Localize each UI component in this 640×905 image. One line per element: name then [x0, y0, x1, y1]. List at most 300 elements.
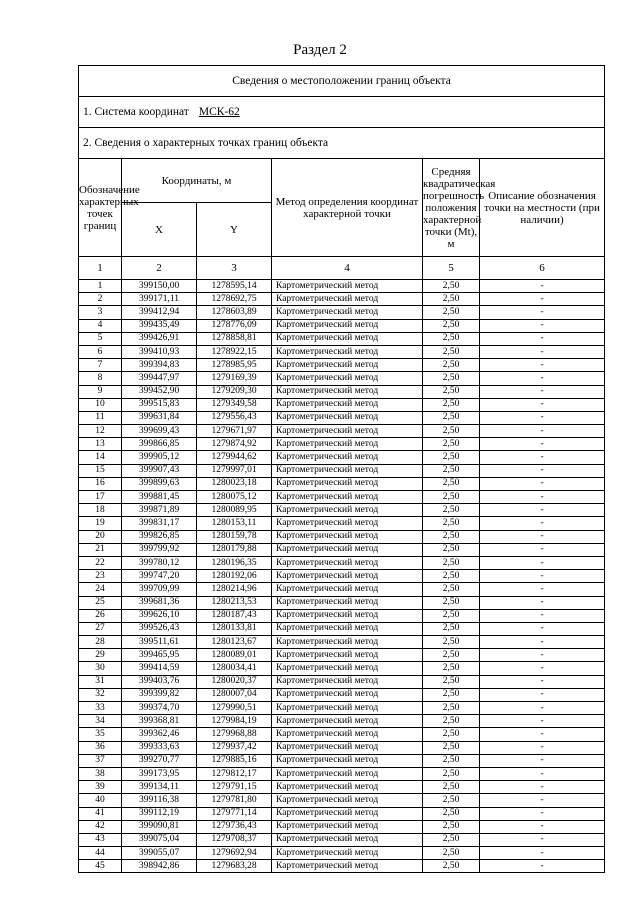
y-coordinate-cell: 1280034,41	[197, 662, 272, 675]
x-coordinate-cell: 399075,04	[122, 833, 197, 846]
accuracy-cell: 2,50	[423, 411, 480, 424]
x-coordinate-cell: 399055,07	[122, 847, 197, 860]
x-coordinate-cell: 399270,77	[122, 754, 197, 767]
point-number-cell: 13	[79, 438, 122, 451]
point-number-cell: 28	[79, 636, 122, 649]
accuracy-cell: 2,50	[423, 807, 480, 820]
point-number-cell: 2	[79, 293, 122, 306]
point-number-cell: 18	[79, 504, 122, 517]
x-coordinate-cell: 399374,70	[122, 702, 197, 715]
method-cell: Картометрический метод	[272, 504, 423, 517]
description-cell: -	[480, 636, 605, 649]
table-row	[79, 596, 605, 609]
point-number-cell: 21	[79, 543, 122, 556]
method-cell: Картометрический метод	[272, 728, 423, 741]
column-numbers-row	[79, 257, 605, 280]
point-number-cell: 6	[79, 345, 122, 358]
point-number-cell: 1	[79, 280, 122, 293]
column-number: 6	[480, 257, 605, 280]
description-cell: -	[480, 477, 605, 490]
accuracy-cell: 2,50	[423, 767, 480, 780]
point-number-cell: 3	[79, 306, 122, 319]
method-cell: Картометрический метод	[272, 833, 423, 846]
coord-system-row	[79, 97, 605, 128]
description-cell: -	[480, 332, 605, 345]
description-cell: -	[480, 754, 605, 767]
accuracy-cell: 2,50	[423, 609, 480, 622]
x-coordinate-cell: 399435,49	[122, 319, 197, 332]
accuracy-cell: 2,50	[423, 570, 480, 583]
y-coordinate-cell: 1278603,89	[197, 306, 272, 319]
x-coordinate-cell: 399116,38	[122, 794, 197, 807]
x-coordinate-cell: 399112,19	[122, 807, 197, 820]
accuracy-cell: 2,50	[423, 345, 480, 358]
table-row	[79, 622, 605, 635]
x-coordinate-cell: 399681,36	[122, 596, 197, 609]
table-row	[79, 425, 605, 438]
table-row	[79, 372, 605, 385]
y-coordinate-cell: 1279874,92	[197, 438, 272, 451]
y-coordinate-cell: 1279885,16	[197, 754, 272, 767]
x-coordinate-cell: 399907,43	[122, 464, 197, 477]
y-coordinate-cell: 1280196,35	[197, 556, 272, 569]
x-coordinate-cell: 399171,11	[122, 293, 197, 306]
description-cell: -	[480, 306, 605, 319]
method-cell: Картометрический метод	[272, 570, 423, 583]
accuracy-cell: 2,50	[423, 556, 480, 569]
header-description: Описание обозначения точки на местности (при наличии)	[480, 159, 605, 257]
point-number-cell: 35	[79, 728, 122, 741]
point-number-cell: 20	[79, 530, 122, 543]
description-cell: -	[480, 293, 605, 306]
description-cell: -	[480, 794, 605, 807]
y-coordinate-cell: 1280089,01	[197, 649, 272, 662]
table-row	[79, 702, 605, 715]
table-row	[79, 293, 605, 306]
point-number-cell: 45	[79, 860, 122, 873]
table-row	[79, 543, 605, 556]
method-cell: Картометрический метод	[272, 398, 423, 411]
table-row	[79, 517, 605, 530]
method-cell: Картометрический метод	[272, 820, 423, 833]
description-cell: -	[480, 781, 605, 794]
y-coordinate-cell: 1278595,14	[197, 280, 272, 293]
accuracy-cell: 2,50	[423, 438, 480, 451]
description-cell: -	[480, 359, 605, 372]
y-coordinate-cell: 1280187,43	[197, 609, 272, 622]
point-number-cell: 10	[79, 398, 122, 411]
table-row	[79, 556, 605, 569]
description-cell: -	[480, 833, 605, 846]
x-coordinate-cell: 399394,83	[122, 359, 197, 372]
x-coordinate-cell: 399881,45	[122, 491, 197, 504]
table-row	[79, 754, 605, 767]
table-row	[79, 847, 605, 860]
accuracy-cell: 2,50	[423, 820, 480, 833]
y-coordinate-cell: 1278858,81	[197, 332, 272, 345]
method-cell: Картометрический метод	[272, 411, 423, 424]
accuracy-cell: 2,50	[423, 754, 480, 767]
method-cell: Картометрический метод	[272, 794, 423, 807]
method-cell: Картометрический метод	[272, 491, 423, 504]
y-coordinate-cell: 1280020,37	[197, 675, 272, 688]
x-coordinate-cell: 399871,89	[122, 504, 197, 517]
method-cell: Картометрический метод	[272, 556, 423, 569]
table-row	[79, 860, 605, 873]
x-coordinate-cell: 399173,95	[122, 767, 197, 780]
table-row	[79, 688, 605, 701]
description-cell: -	[480, 728, 605, 741]
y-coordinate-cell: 1280075,12	[197, 491, 272, 504]
method-cell: Картометрический метод	[272, 754, 423, 767]
accuracy-cell: 2,50	[423, 622, 480, 635]
point-number-cell: 36	[79, 741, 122, 754]
y-coordinate-cell: 1280213,53	[197, 596, 272, 609]
accuracy-cell: 2,50	[423, 332, 480, 345]
x-coordinate-cell: 399799,92	[122, 543, 197, 556]
x-coordinate-cell: 399511,61	[122, 636, 197, 649]
point-number-cell: 4	[79, 319, 122, 332]
column-number: 2	[122, 257, 197, 280]
table-row	[79, 741, 605, 754]
header-y: Y	[197, 203, 272, 257]
x-coordinate-cell: 399699,43	[122, 425, 197, 438]
x-coordinate-cell: 399447,97	[122, 372, 197, 385]
description-cell: -	[480, 543, 605, 556]
x-coordinate-cell: 399414,59	[122, 662, 197, 675]
x-coordinate-cell: 399362,46	[122, 728, 197, 741]
point-number-cell: 27	[79, 622, 122, 635]
y-coordinate-cell: 1280123,67	[197, 636, 272, 649]
description-cell: -	[480, 570, 605, 583]
coord-system-value: МСК-62	[198, 106, 240, 118]
table-row	[79, 491, 605, 504]
point-number-cell: 31	[79, 675, 122, 688]
accuracy-cell: 2,50	[423, 649, 480, 662]
point-number-cell: 8	[79, 372, 122, 385]
accuracy-cell: 2,50	[423, 728, 480, 741]
point-number-cell: 15	[79, 464, 122, 477]
table-row	[79, 609, 605, 622]
x-coordinate-cell: 399403,76	[122, 675, 197, 688]
accuracy-cell: 2,50	[423, 425, 480, 438]
y-coordinate-cell: 1280023,18	[197, 477, 272, 490]
method-cell: Картометрический метод	[272, 477, 423, 490]
y-coordinate-cell: 1279708,37	[197, 833, 272, 846]
table-row	[79, 649, 605, 662]
table-row	[79, 398, 605, 411]
y-coordinate-cell: 1279984,19	[197, 715, 272, 728]
method-cell: Картометрический метод	[272, 425, 423, 438]
x-coordinate-cell: 399826,85	[122, 530, 197, 543]
header-row-1	[79, 159, 605, 203]
y-coordinate-cell: 1279692,94	[197, 847, 272, 860]
y-coordinate-cell: 1279671,97	[197, 425, 272, 438]
x-coordinate-cell: 399134,11	[122, 781, 197, 794]
accuracy-cell: 2,50	[423, 662, 480, 675]
x-coordinate-cell: 399831,17	[122, 517, 197, 530]
table-row	[79, 820, 605, 833]
description-cell: -	[480, 847, 605, 860]
table-row	[79, 464, 605, 477]
header-x: X	[122, 203, 197, 257]
method-cell: Картометрический метод	[272, 385, 423, 398]
description-cell: -	[480, 609, 605, 622]
y-coordinate-cell: 1279771,14	[197, 807, 272, 820]
description-cell: -	[480, 662, 605, 675]
description-cell: -	[480, 451, 605, 464]
table-row	[79, 794, 605, 807]
x-coordinate-cell: 399333,63	[122, 741, 197, 754]
table-row	[79, 477, 605, 490]
coord-system-cell	[79, 97, 605, 128]
description-cell: -	[480, 596, 605, 609]
method-cell: Картометрический метод	[272, 530, 423, 543]
accuracy-cell: 2,50	[423, 398, 480, 411]
point-number-cell: 32	[79, 688, 122, 701]
header-accuracy: Средняя квадратическая погрешность положения характерной точки (Mt), м	[423, 159, 480, 257]
method-cell: Картометрический метод	[272, 675, 423, 688]
point-number-cell: 29	[79, 649, 122, 662]
point-number-cell: 9	[79, 385, 122, 398]
x-coordinate-cell: 399515,83	[122, 398, 197, 411]
y-coordinate-cell: 1279781,80	[197, 794, 272, 807]
accuracy-cell: 2,50	[423, 741, 480, 754]
description-cell: -	[480, 319, 605, 332]
boundary-points-table	[78, 65, 605, 873]
method-cell: Картометрический метод	[272, 741, 423, 754]
y-coordinate-cell: 1280179,88	[197, 543, 272, 556]
table-row	[79, 332, 605, 345]
point-number-cell: 23	[79, 570, 122, 583]
y-coordinate-cell: 1279990,51	[197, 702, 272, 715]
table-row	[79, 662, 605, 675]
point-number-cell: 39	[79, 781, 122, 794]
y-coordinate-cell: 1279556,43	[197, 411, 272, 424]
description-cell: -	[480, 491, 605, 504]
table-row	[79, 781, 605, 794]
table-title-row	[79, 66, 605, 97]
accuracy-cell: 2,50	[423, 833, 480, 846]
table-row	[79, 438, 605, 451]
description-cell: -	[480, 622, 605, 635]
y-coordinate-cell: 1279968,88	[197, 728, 272, 741]
table-row	[79, 359, 605, 372]
point-number-cell: 40	[79, 794, 122, 807]
accuracy-cell: 2,50	[423, 372, 480, 385]
method-cell: Картометрический метод	[272, 306, 423, 319]
x-coordinate-cell: 399747,20	[122, 570, 197, 583]
method-cell: Картометрический метод	[272, 293, 423, 306]
header-method: Метод определения координат характерной точки	[272, 159, 423, 257]
x-coordinate-cell: 399780,12	[122, 556, 197, 569]
method-cell: Картометрический метод	[272, 332, 423, 345]
table-row	[79, 280, 605, 293]
accuracy-cell: 2,50	[423, 781, 480, 794]
accuracy-cell: 2,50	[423, 491, 480, 504]
description-cell: -	[480, 820, 605, 833]
table-title: Сведения о местоположении границ объекта	[79, 66, 605, 97]
method-cell: Картометрический метод	[272, 280, 423, 293]
table-row	[79, 807, 605, 820]
x-coordinate-cell: 398942,86	[122, 860, 197, 873]
point-number-cell: 12	[79, 425, 122, 438]
description-cell: -	[480, 807, 605, 820]
accuracy-cell: 2,50	[423, 794, 480, 807]
method-cell: Картометрический метод	[272, 372, 423, 385]
accuracy-cell: 2,50	[423, 504, 480, 517]
y-coordinate-cell: 1278922,15	[197, 345, 272, 358]
x-coordinate-cell: 399410,93	[122, 345, 197, 358]
points-title: 2. Сведения о характерных точках границ объекта	[79, 128, 605, 159]
header-point-designation: Обозначение характерных точек границ	[79, 159, 122, 257]
point-number-cell: 30	[79, 662, 122, 675]
description-cell: -	[480, 280, 605, 293]
y-coordinate-cell: 1279169,39	[197, 372, 272, 385]
description-cell: -	[480, 702, 605, 715]
y-coordinate-cell: 1280153,11	[197, 517, 272, 530]
point-number-cell: 25	[79, 596, 122, 609]
accuracy-cell: 2,50	[423, 715, 480, 728]
description-cell: -	[480, 398, 605, 411]
description-cell: -	[480, 385, 605, 398]
method-cell: Картометрический метод	[272, 847, 423, 860]
accuracy-cell: 2,50	[423, 583, 480, 596]
description-cell: -	[480, 767, 605, 780]
column-number: 4	[272, 257, 423, 280]
x-coordinate-cell: 399899,63	[122, 477, 197, 490]
method-cell: Картометрический метод	[272, 464, 423, 477]
table-row	[79, 411, 605, 424]
accuracy-cell: 2,50	[423, 860, 480, 873]
accuracy-cell: 2,50	[423, 464, 480, 477]
accuracy-cell: 2,50	[423, 702, 480, 715]
accuracy-cell: 2,50	[423, 359, 480, 372]
method-cell: Картометрический метод	[272, 662, 423, 675]
point-number-cell: 7	[79, 359, 122, 372]
accuracy-cell: 2,50	[423, 596, 480, 609]
point-number-cell: 19	[79, 517, 122, 530]
description-cell: -	[480, 504, 605, 517]
point-number-cell: 24	[79, 583, 122, 596]
accuracy-cell: 2,50	[423, 517, 480, 530]
description-cell: -	[480, 860, 605, 873]
method-cell: Картометрический метод	[272, 596, 423, 609]
x-coordinate-cell: 399631,84	[122, 411, 197, 424]
accuracy-cell: 2,50	[423, 385, 480, 398]
y-coordinate-cell: 1280159,78	[197, 530, 272, 543]
method-cell: Картометрический метод	[272, 688, 423, 701]
point-number-cell: 44	[79, 847, 122, 860]
x-coordinate-cell: 399368,81	[122, 715, 197, 728]
table-row	[79, 675, 605, 688]
y-coordinate-cell: 1279736,43	[197, 820, 272, 833]
point-number-cell: 41	[79, 807, 122, 820]
description-cell: -	[480, 583, 605, 596]
table-row	[79, 767, 605, 780]
description-cell: -	[480, 715, 605, 728]
point-number-cell: 26	[79, 609, 122, 622]
method-cell: Картометрический метод	[272, 715, 423, 728]
table-row	[79, 636, 605, 649]
description-cell: -	[480, 438, 605, 451]
table-row	[79, 385, 605, 398]
point-number-cell: 11	[79, 411, 122, 424]
description-cell: -	[480, 372, 605, 385]
point-number-cell: 38	[79, 767, 122, 780]
accuracy-cell: 2,50	[423, 530, 480, 543]
points-title-row	[79, 128, 605, 159]
accuracy-cell: 2,50	[423, 306, 480, 319]
x-coordinate-cell: 399465,95	[122, 649, 197, 662]
point-number-cell: 17	[79, 491, 122, 504]
accuracy-cell: 2,50	[423, 451, 480, 464]
x-coordinate-cell: 399399,82	[122, 688, 197, 701]
description-cell: -	[480, 675, 605, 688]
point-number-cell: 5	[79, 332, 122, 345]
y-coordinate-cell: 1280089,95	[197, 504, 272, 517]
description-cell: -	[480, 464, 605, 477]
table-row	[79, 583, 605, 596]
method-cell: Картометрический метод	[272, 767, 423, 780]
table-row	[79, 345, 605, 358]
x-coordinate-cell: 399452,90	[122, 385, 197, 398]
column-number: 3	[197, 257, 272, 280]
method-cell: Картометрический метод	[272, 583, 423, 596]
description-cell: -	[480, 741, 605, 754]
y-coordinate-cell: 1279812,17	[197, 767, 272, 780]
table-row	[79, 451, 605, 464]
accuracy-cell: 2,50	[423, 280, 480, 293]
y-coordinate-cell: 1279209,30	[197, 385, 272, 398]
point-number-cell: 33	[79, 702, 122, 715]
point-number-cell: 14	[79, 451, 122, 464]
description-cell: -	[480, 425, 605, 438]
point-number-cell: 37	[79, 754, 122, 767]
accuracy-cell: 2,50	[423, 319, 480, 332]
y-coordinate-cell: 1278776,09	[197, 319, 272, 332]
y-coordinate-cell: 1279997,01	[197, 464, 272, 477]
accuracy-cell: 2,50	[423, 688, 480, 701]
y-coordinate-cell: 1280214,96	[197, 583, 272, 596]
y-coordinate-cell: 1279944,62	[197, 451, 272, 464]
method-cell: Картометрический метод	[272, 517, 423, 530]
column-number: 5	[423, 257, 480, 280]
description-cell: -	[480, 649, 605, 662]
section-title: Раздел 2	[293, 42, 347, 58]
description-cell: -	[480, 517, 605, 530]
y-coordinate-cell: 1279937,42	[197, 741, 272, 754]
point-number-cell: 22	[79, 556, 122, 569]
description-cell: -	[480, 530, 605, 543]
method-cell: Картометрический метод	[272, 781, 423, 794]
x-coordinate-cell: 399905,12	[122, 451, 197, 464]
y-coordinate-cell: 1279349,58	[197, 398, 272, 411]
method-cell: Картометрический метод	[272, 860, 423, 873]
accuracy-cell: 2,50	[423, 543, 480, 556]
table-row	[79, 715, 605, 728]
point-number-cell: 42	[79, 820, 122, 833]
y-coordinate-cell: 1278692,75	[197, 293, 272, 306]
method-cell: Картометрический метод	[272, 636, 423, 649]
accuracy-cell: 2,50	[423, 636, 480, 649]
header-coordinates: Координаты, м	[122, 159, 272, 203]
table-row	[79, 319, 605, 332]
table-row	[79, 570, 605, 583]
description-cell: -	[480, 345, 605, 358]
x-coordinate-cell: 399090,81	[122, 820, 197, 833]
y-coordinate-cell: 1279683,28	[197, 860, 272, 873]
